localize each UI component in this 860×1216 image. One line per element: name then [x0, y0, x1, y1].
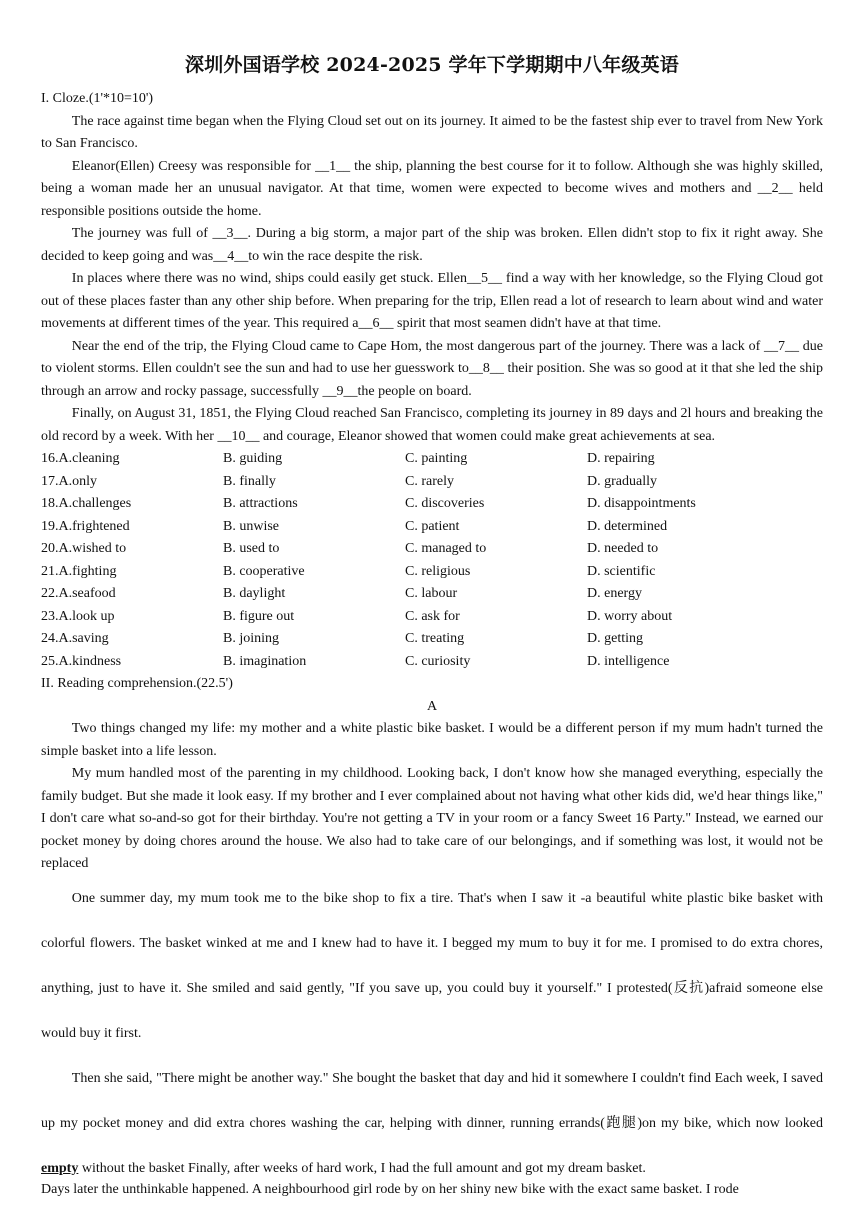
option-a: 20.A.wished to	[41, 541, 127, 556]
cloze-paragraph: The race against time began when the Flying Cloud set out on its journey. It aimed to be the fastest ship ever to travel from New York to San Francisco.	[41, 113, 823, 151]
option-d: D. worry about	[587, 608, 673, 624]
passage-label: A	[426, 698, 438, 714]
option-row	[41, 471, 823, 494]
cloze-paragraph: The journey was full of __3__. During a big storm, a major part of the ship was broken. Ellen didn't stop to fix it right away. She decided to keep going and was__4__to win the race despite the risk.	[41, 226, 823, 264]
reading-heading: II. Reading comprehension.(22.5')	[41, 676, 233, 691]
option-b: B. guiding	[223, 451, 283, 466]
option-a: 23.A.look up	[41, 608, 115, 624]
reading-paragraph	[41, 1056, 823, 1191]
paragraph-text: without the basket Finally, after weeks of hard work, I had the full amount and got my dream basket.	[78, 1160, 646, 1176]
option-b: B. cooperative	[223, 563, 305, 579]
underlined-word: empty	[41, 1160, 79, 1176]
option-b: B. figure out	[223, 608, 295, 624]
option-c: C. rarely	[405, 473, 454, 489]
option-b: B. attractions	[223, 496, 298, 511]
option-row	[41, 538, 823, 561]
option-d: D. repairing	[587, 451, 655, 466]
cloze-paragraph: Finally, on August 31, 1851, the Flying Cloud reached San Francisco, completing its journey in 89 days and 2l hours and breaking the old record by a week. With her __10__ and courage, Eleanor showed that women could make great achievements at sea.	[41, 406, 823, 444]
option-a: 19.A.frightened	[41, 518, 130, 534]
option-b: B. finally	[223, 473, 276, 489]
option-d: D. intelligence	[587, 653, 670, 669]
reading-paragraph: One summer day, my mum took me to the bike shop to fix a tire. That's when I saw it -a beautiful white plastic bike basket with colorful flowers. The basket winked at me and I knew had to have it. I begged my mum to buy it for me. I promised to do extra chores, anything, just to have it. She smiled and said gently, "If you save up, you could buy it yourself." I protested(反抗)afraid someone else would buy it first.	[41, 890, 823, 1041]
option-a: 24.A.saving	[41, 631, 109, 646]
option-b: B. imagination	[223, 653, 307, 669]
option-row	[41, 606, 823, 629]
option-row	[41, 651, 823, 674]
option-row	[41, 628, 823, 651]
option-d: D. disappointments	[587, 496, 696, 511]
option-a: 18.A.challenges	[41, 496, 132, 511]
option-d: D. energy	[587, 586, 642, 601]
option-a: 17.A.only	[41, 473, 97, 489]
cloze-paragraph: Eleanor(Ellen) Creesy was responsible for __1__ the ship, planning the best course for it to follow. Although she was highly skilled, being a woman made her an unusual navigator. At that time, women were expected to become wives and mothers and __2__ held responsible positions outside the home.	[41, 158, 823, 219]
option-c: C. curiosity	[405, 653, 471, 669]
option-c: C. managed to	[405, 541, 487, 556]
option-a: 16.A.cleaning	[41, 451, 120, 466]
option-a: 25.A.kindness	[41, 653, 122, 669]
cloze-options	[41, 448, 823, 673]
option-a: 22.A.seafood	[41, 586, 116, 601]
page-title: 深圳外国语学校 2024-2025 学年下学期期中八年级英语	[185, 54, 679, 76]
option-row	[41, 493, 823, 516]
option-row	[41, 448, 823, 471]
option-b: B. joining	[223, 631, 280, 646]
reading-paragraph: Days later the unthinkable happened. A neighbourhood girl rode by on her shiny new bike with the exact same basket. I rode	[41, 1181, 739, 1197]
option-row	[41, 561, 823, 584]
paragraph-text: Then she said, "There might be another way." She bought the basket that day and hid it somewhere I couldn't find Each week, I saved up my pocket money and did extra chores washing the car, helping with dinner, running errands(跑腿)on my bike, which now looked	[41, 1070, 823, 1131]
option-d: D. gradually	[587, 473, 657, 489]
option-d: D. scientific	[587, 563, 656, 579]
option-c: C. patient	[405, 518, 460, 534]
cloze-paragraph: Near the end of the trip, the Flying Cloud came to Cape Hom, the most dangerous part of the journey. There was a lack of __7__ due to violent storms. Ellen couldn't see the sun and had to use her guesswork to__8__ their position. She was so good at it that she led the ship through an arrow and rocky passage, successfully __9__the people on board.	[41, 338, 823, 399]
option-c: C. discoveries	[405, 496, 485, 511]
option-c: C. ask for	[405, 608, 460, 624]
document-page	[41, 52, 823, 1201]
option-row	[41, 583, 823, 606]
option-c: C. labour	[405, 586, 458, 601]
option-c: C. treating	[405, 631, 465, 646]
cloze-heading: I. Cloze.(1'*10=10')	[41, 91, 154, 106]
option-b: B. used to	[223, 541, 280, 556]
reading-paragraph: My mum handled most of the parenting in my childhood. Looking back, I don't know how she managed everything, especially the family budget. But she made it look easy. If my brother and I ever complained about not having what other kids did, we'd hear things like," I don't care what so-and-so got for their birthday. You're not getting a TV in your room or a fancy Sweet 16 Party." Instead, we earned our pocket money by doing chores around the house. We also had to take care of our belongings, and if something was lost, it would not be replaced	[41, 766, 823, 871]
option-b: B. daylight	[223, 586, 286, 601]
option-b: B. unwise	[223, 518, 279, 534]
option-a: 21.A.fighting	[41, 563, 117, 579]
cloze-paragraph: In places where there was no wind, ships could easily get stuck. Ellen__5__ find a way with her knowledge, so the Flying Cloud got out of these places faster than any other ship before. When preparing for the trip, Ellen read a lot of research to learn about wind and water movements at different times of the year. This required a__6__ spirit that most seamen didn't have at that time.	[41, 271, 823, 331]
option-c: C. painting	[405, 451, 468, 466]
option-c: C. religious	[405, 563, 471, 579]
reading-paragraph: Two things changed my life: my mother and a white plastic bike basket. I would be a different person if my mum hadn't turned the simple basket into a life lesson.	[41, 721, 823, 759]
option-d: D. getting	[587, 631, 643, 646]
option-row	[41, 516, 823, 539]
option-d: D. needed to	[587, 541, 659, 556]
option-d: D. determined	[587, 518, 668, 534]
